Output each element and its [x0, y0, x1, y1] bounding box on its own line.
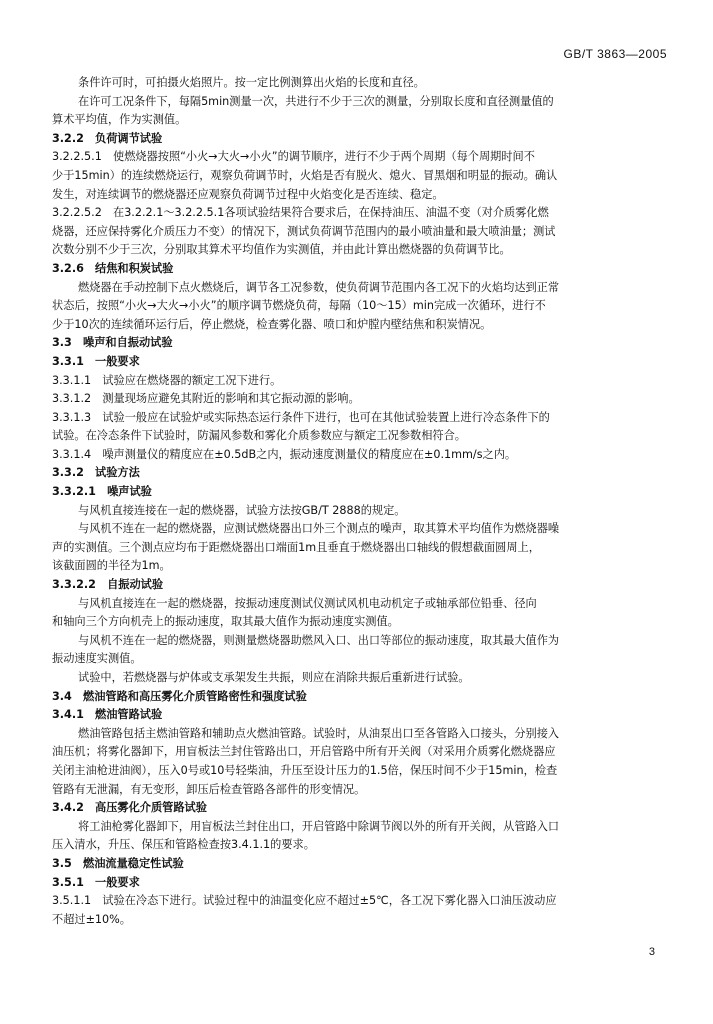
- section-heading: 3.3.2 试验方法: [52, 466, 140, 480]
- text-line: 试验中，若燃烧器与炉体或支承架发生共振，则应在消除共振后重新进行试验。: [78, 671, 470, 684]
- section-heading: 3.3.2.2 自振动试验: [52, 578, 164, 592]
- section-heading: 3.4 燃油管路和高压雾化介质管路密性和强度试验: [52, 689, 307, 703]
- text-line: 与风机直接连接在一起的燃烧器，试验方法按GB/T 2888的规定。: [78, 503, 406, 517]
- text-line: 条件许可时，可拍摄火焰照片。按一定比例测算出火焰的长度和直径。: [78, 76, 425, 89]
- section-heading: 3.5.1 一般要求: [52, 875, 140, 889]
- text-line: 3.2.2.5.2 在3.2.2.1～3.2.2.5.1各项试验结果符合要求后，在保持油压、油温不变（对介质雾化燃: [52, 206, 549, 220]
- text-line: 油压机；将雾化器卸下，用盲板法兰封住管路出口，开启管路中所有开关阀（对采用介质雾化燃烧器应: [52, 745, 556, 759]
- section-heading: 3.5 燃油流量稳定性试验: [52, 856, 184, 870]
- text-line: 3.3.1.4 噪声测量仪的精度应在±0.5dB之内，振动速度测量仪的精度应在±0.1mm/s之内。: [52, 447, 517, 461]
- text-line: 3.3.1.2 测量现场应避免其附近的影响和其它振动源的影响。: [52, 392, 360, 406]
- section-heading: 3.3.1 一般要求: [52, 354, 140, 368]
- section-heading: 3.4.1 燃油管路试验: [52, 708, 163, 722]
- text-line: 与风机直接连在一起的燃烧器，按振动速度测试仪测试风机电动机定子或轴承部位铅垂、径向: [78, 596, 537, 610]
- text-line: 燃烧器在手动控制下点火燃烧后，调节各工况参数，使负荷调节范围内各工况下的火焰均达到正常: [78, 280, 560, 294]
- text-line: 关闭主油枪进油阀），压入0号或10号轻柴油，升压至设计压力的1.5倍，保压时间不少于15min，检查: [52, 763, 558, 777]
- text-line: 3.3.1.1 试验应在燃烧器的额定工况下进行。: [52, 373, 282, 387]
- text-line: 状态后，按照“小火→大火→小火”的顺序调节燃烧负荷，每隔（10～15）min完成一次循环，进行不: [52, 299, 546, 313]
- text-line: 算术平均值，作为实测值。: [52, 113, 187, 127]
- section-heading: 3.4.2 高压雾化介质管路试验: [52, 801, 207, 815]
- text-line: 管路有无泄漏，有无变形，卸压后检查管路各部件的形变情况。: [52, 782, 366, 796]
- section-heading: 3.2.6 结焦和积炭试验: [52, 261, 174, 275]
- text-line: 振动速度实测值。: [52, 652, 142, 666]
- section-heading: 3.3 噪声和自振动试验: [52, 336, 173, 350]
- text-line: 不超过±10%。: [52, 912, 131, 926]
- text-line: 与风机不连在一起的燃烧器，应测试燃烧器出口外三个测点的噪声，取其算术平均值作为燃烧器噪: [78, 522, 560, 536]
- text-line: 与风机不连在一起的燃烧器，则测量燃烧器助燃风入口、出口等部位的振动速度，取其最大值作为: [78, 633, 560, 647]
- text-line: 3.2.2.5.1 使燃烧器按照“小火→大火→小火”的调节顺序，进行不少于两个周期（每个周期时间不: [52, 150, 535, 164]
- text-line: 3.5.1.1 试验在冷态下进行。试验过程中的油温变化应不超过±5℃，各工况下雾化器入口油压波动应: [52, 894, 557, 908]
- text-line: 在许可工况条件下，每隔5min测量一次，共进行不少于三次的测量，分别取长度和直径测量值的: [78, 94, 554, 108]
- text-line: 燃油管路包括主燃油管路和辅助点火燃油管路。试验时，从油泵出口至各管路入口接头，分别接入: [78, 726, 560, 740]
- section-heading: 3.3.2.1 噪声试验: [52, 485, 152, 499]
- text-line: 压入清水，升压、保压和管路检查按3.4.1.1的要求。: [52, 838, 315, 852]
- text-line: 该截面圆的半径为1m。: [52, 559, 171, 573]
- text-line: 次数分别不少于三次，分别取其算术平均值作为实测值，并由此计算出燃烧器的负荷调节比。: [52, 243, 511, 257]
- body-text: [52, 74, 668, 929]
- section-heading: 3.2.2 负荷调节试验: [52, 131, 163, 145]
- text-line: 和轴向三个方向机壳上的振动速度，取其最大值作为振动速度实测值。: [52, 615, 399, 629]
- text-line: 3.3.1.3 试验一般应在试验炉或实际热态运行条件下进行，也可在其他试验装置上进行冷态条件下的: [52, 410, 550, 424]
- text-line: 少于10次的连续循环运行后，停止燃烧，检查雾化器、喷口和炉膛内壁结焦和积炭情况。: [52, 317, 492, 331]
- standard-code: GB/T 3863—2005: [563, 47, 667, 61]
- text-line: 声的实测值。三个测点应均布于距燃烧器出口端面1m且垂直于燃烧器出口轴线的假想截面圆周上，: [52, 540, 540, 554]
- text-line: 将工油枪雾化器卸下，用盲板法兰封住出口，开启管路中除调节阀以外的所有开关阀，从管路入口: [78, 819, 560, 833]
- text-line: 烧器，还应保持雾化介质压力不变）的情况下，测试负荷调节范围内的最小喷油量和最大喷油量；测试: [52, 224, 556, 238]
- page-number: 3: [648, 946, 655, 958]
- text-line: 发生，对连续调节的燃烧器还应观察负荷调节过程中火焰变化是否连续、稳定。: [52, 187, 444, 201]
- text-line: 少于15min）的连续燃烧运行，观察负荷调节时，火焰是否有脱火、熄火、冒黑烟和明显的振动。确认: [52, 168, 558, 182]
- text-line: 试验。在冷态条件下试验时，防漏风参数和雾化介质参数应与额定工况参数相符合。: [52, 429, 466, 443]
